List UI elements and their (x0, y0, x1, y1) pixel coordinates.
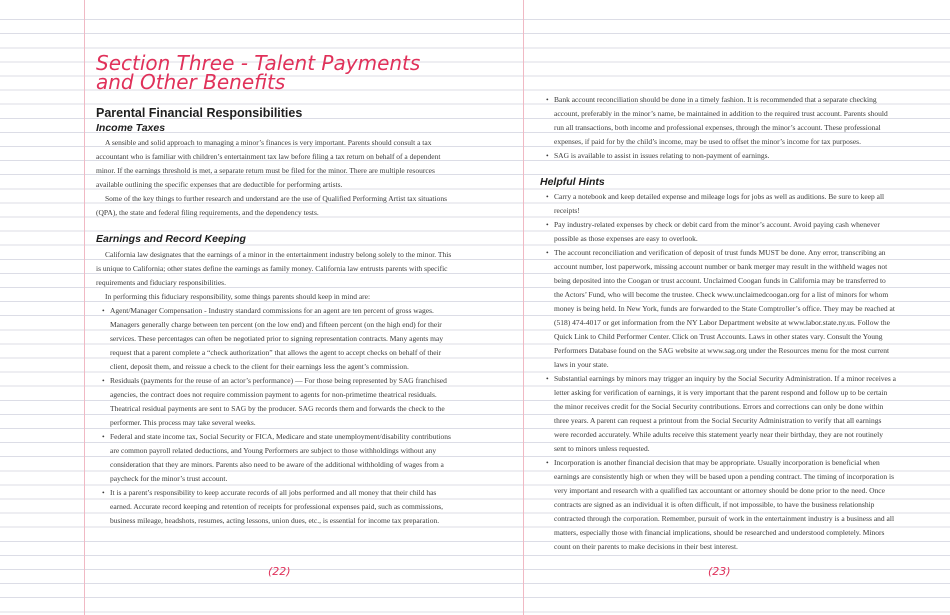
earnings-intro: In performing this fiduciary responsibility, some things parents should keep in mind are: (105, 292, 371, 301)
earnings-bullet-list (96, 304, 456, 528)
page-number-right: (23) (708, 565, 731, 578)
bullet-residuals: • Residuals (payments for the reuse of an actor’s performance) — For those being represented by SAG franchised agencies, the contract does not require commission payment to agents for non-primetime theatrical residuals. Theatrical residual payments are sent to SAG by the producer. SAG records them and forwards the check to the performer. This process may take several weeks. (96, 374, 456, 430)
helpful-hints-body (540, 190, 896, 554)
subheading-income-taxes: Income Taxes (96, 122, 166, 134)
page-number-left: (22) (268, 565, 291, 578)
income-taxes-body (96, 136, 456, 220)
income-taxes-paragraph-2: Some of the key things to further research and understand are the use of Qualified Performing Artist tax situations (QPA), the state and federal filing requirements, and the dependency tests. (96, 194, 447, 217)
right-page-margin-line (523, 0, 524, 615)
bullet-record-keeping: • It is a parent’s responsibility to keep accurate records of all jobs performed and all money that their child has earned. Accurate record keeping and retention of receipts for professional expenses paid, such as commissions, business mileage, headshots, resumes, acting lessons, union dues, etc., is essential for income tax preparation. (96, 486, 456, 528)
bullet-incorporation: • Incorporation is another financial decision that may be appropriate. Usually incorporation is beneficial when earnings are consistently high or when they will be based upon a pending contract. The timing of incorporation is very important and research with a qualified tax accountant or attorney should be done prior to the need. Once contracts are signed as an individual it is often difficult, if not impossible, to have the business relationship contracted through the corporation. Remember, pursuit of work in the entertainment industry is a business and all matters, especially those with financial implications, should be researched and understood completely. Minors count on their parents to make decisions in their best interest. (540, 456, 896, 554)
left-page (96, 0, 456, 615)
left-page-margin-line (84, 0, 85, 615)
right-top-body (540, 93, 896, 163)
bullet-sag-assistance: • SAG is available to assist in issues relating to non-payment of earnings. (540, 149, 896, 163)
section-title-line1: Section Three - Talent Payments (96, 51, 421, 75)
income-taxes-paragraph-1: A sensible and solid approach to managing a minor’s finances is very important. Parents should consult a tax accountant who is familiar with children’s entertainment tax law before filing a tax return on behalf of a dependent minor. If the earnings threshold is met, a separate return must be filed for the minor. There are multiple resources available outlining the specific expenses that are deductible for performing artists. (96, 138, 441, 189)
right-top-bullet-list (540, 93, 896, 163)
bullet-trust-verification: • The account reconciliation and verification of deposit of trust funds MUST be done. Any error, transcribing an account number, lost paperwork, missing account number or bank merger may result in the withheld wages not being deposited into the Coogan or trust account. Unclaimed Coogan funds in California may be transferred to the Actors’ Fund, who will become the trustee. Check www.unclaimedcoogan.org for a list of minors for whom money is being held. In New York, funds are forwarded to the State Comptroller’s office. They may be reached at (518) 474-4017 or get information from the NY Labor Department website at www.labor.state.ny.us. Follow the Quick Link to Child Performer Center. Click on Trust Accounts. Laws in other states vary. Consult the Young Performers Database found on the SAG website at www.sag.org under the Resources menu for the most current laws in your state. (540, 246, 896, 372)
bullet-bank-reconciliation: • Bank account reconciliation should be done in a timely fashion. It is recommended that a separate checking account, preferably in the minor’s name, be maintained in addition to the required trust account. Parents should run all transactions, both income and professional expenses, through the minor’s account. These professional expenses, if paid for by the child’s income, may be used to offset the minor’s income for tax purposes. (540, 93, 896, 149)
bullet-payroll-deductions: • Federal and state income tax, Social Security or FICA, Medicare and state unemployment/disability contributions are common payroll related deductions, and Young Performers are subject to those withholdings without any consideration that they are minors. Parents also need to be aware of the additional withholding of wages from a paycheck for the minor’s trust account. (96, 430, 456, 486)
bullet-pay-by-check: • Pay industry-related expenses by check or debit card from the minor’s account. Avoid paying cash whenever possible as those expenses are easy to overlook. (540, 218, 896, 246)
right-page (540, 0, 896, 615)
bullet-social-security: • Substantial earnings by minors may trigger an inquiry by the Social Security Administration. If a minor receives a letter asking for verification of earnings, it is very important that the parent respond and follow up to be certain the minor receives credit for the Social Security contributions. Errors and corrections can only be done within three years. A parent can request a printout from the Social Security Administration to verify that all earnings were recorded accurately. While adults receive this statement yearly near their birthday, they are not routinely sent to minors unless requested. (540, 372, 896, 456)
bullet-agent-compensation: • Agent/Manager Compensation - Industry standard commissions for an agent are ten percent of gross wages. Managers generally charge between ten percent (on the low end) and fifteen percent (on the high end) for their services. These percentages can often be negotiated prior to signing representation contracts. Many agents may request that a parent complete a “check authorization” that allows the agent to accept checks on behalf of their client, deposit them, and reissue a check to the client for their earnings less the agent’s commission. (96, 304, 456, 374)
earnings-paragraph: California law designates that the earnings of a minor in the entertainment industry belong solely to the minor. This is unique to California; other states define the earnings as family money. California law entrusts parents with specific requirements and fiduciary responsibilities. (96, 250, 452, 287)
helpful-hints-bullet-list (540, 190, 896, 554)
subheading-earnings-and-record-keeping: Earnings and Record Keeping (96, 233, 246, 245)
bullet-notebook: • Carry a notebook and keep detailed expense and mileage logs for jobs as well as auditions. Be sure to keep all receipts! (540, 190, 896, 218)
earnings-body (96, 248, 456, 528)
section-title-line2: and Other Benefits (96, 70, 286, 94)
heading-parental-financial-responsibilities: Parental Financial Responsibilities (96, 106, 303, 120)
subheading-helpful-hints: Helpful Hints (540, 176, 605, 188)
